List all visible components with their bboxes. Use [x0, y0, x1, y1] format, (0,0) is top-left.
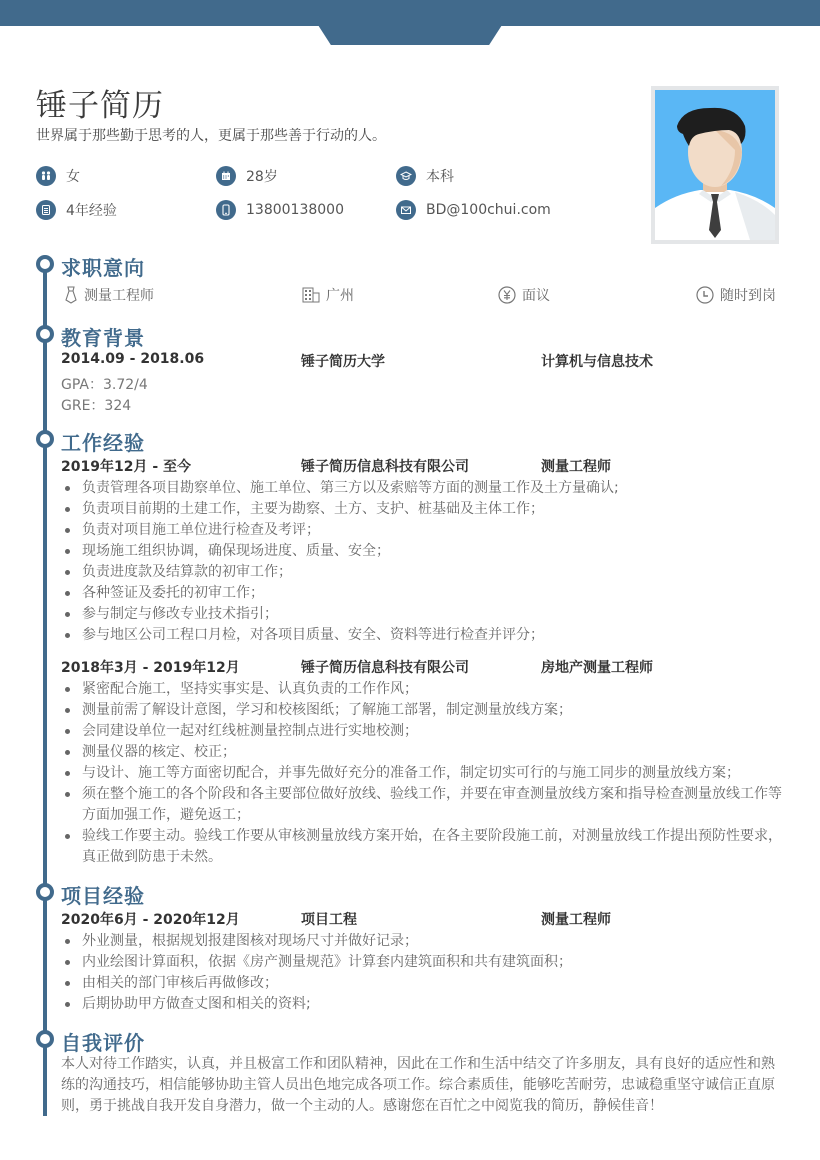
info-phone: [216, 200, 344, 220]
yen-icon: [498, 286, 516, 304]
job-company: 锤子简历信息科技有限公司: [301, 660, 469, 676]
job-position: 房地产测量工程师: [541, 660, 653, 676]
info-email-value[interactable]: BD@100chui.com: [426, 202, 551, 218]
list-item: 测量前需了解设计意图，学习和校核图纸；了解施工部署，制定测量放线方案；: [61, 700, 786, 721]
self-eval-text: 本人对待工作踏实，认真，并且极富工作和团队精神，因此在工作和生活中结交了许多朋友，具有良好的适应性和熟练的沟通技巧，相信能够协助主管人员出色地完成各项工作。综合素质佳，能够吃苦耐劳，忠诚稳重坚守诚信正直原则，勇于挑战自我开发自身潜力，做一个主动的人。感谢您在百忙之中阅览我的简历，静候佳音！: [61, 1056, 775, 1114]
list-item: 外业测量，根据规划报建图核对现场尺寸并做好记录；: [61, 931, 786, 952]
info-email: [396, 200, 551, 220]
timeline-dot: [36, 1030, 54, 1048]
info-gender-value: 女: [66, 169, 80, 185]
intent-city-value: 广州: [326, 288, 354, 304]
mail-icon: [396, 200, 416, 220]
project-name: 项目工程: [301, 912, 357, 928]
list-item: 须在整个施工的各个阶段和各主要部位做好放线、验线工作，并要在审查测量放线方案和指导检查测量放线工作等方面加强工作，避免返工；: [61, 784, 786, 826]
timeline-dot: [36, 430, 54, 448]
document-icon: [36, 200, 56, 220]
list-item: 负责进度款及结算款的初审工作；: [61, 562, 786, 583]
gender-icon: [36, 166, 56, 186]
avatar: [655, 90, 775, 240]
info-degree: [396, 166, 454, 186]
resume-motto: 世界属于那些勤于思考的人，更属于那些善于行动的人。: [36, 128, 386, 144]
phone-icon: [216, 200, 236, 220]
section-title-work: 工作经验: [61, 431, 145, 455]
info-degree-value: 本科: [426, 169, 454, 185]
intent-position: [64, 285, 154, 305]
intent-availability: [696, 285, 776, 305]
list-item: 紧密配合施工，坚持实事实是、认真负责的工作作风；: [61, 679, 786, 700]
timeline-dot: [36, 255, 54, 273]
calendar-icon: [216, 166, 236, 186]
timeline-dot: [36, 325, 54, 343]
info-experience: [36, 200, 117, 220]
education-gpa: GPA：3.72/4: [61, 377, 148, 393]
list-item: 参与制定与修改专业技术指引；: [61, 604, 786, 625]
project-duties: [61, 931, 786, 1015]
timeline-line: [43, 264, 47, 1116]
header-banner-tab: [318, 25, 502, 45]
list-item: 负责项目前期的土建工作，主要为勘察、土方、支护、桩基础及主体工作；: [61, 499, 786, 520]
info-age: [216, 166, 278, 186]
info-gender: [36, 166, 80, 186]
graduation-icon: [396, 166, 416, 186]
section-title-self-eval: 自我评价: [61, 1031, 145, 1055]
job-company: 锤子简历信息科技有限公司: [301, 459, 469, 475]
section-title-intent: 求职意向: [61, 256, 145, 280]
list-item: 参与地区公司工程口月检，对各项目质量、安全、资料等进行检查并评分；: [61, 625, 786, 646]
job-position: 测量工程师: [541, 459, 611, 475]
project-role: 测量工程师: [541, 912, 611, 928]
list-item: 会同建设单位一起对红线桩测量控制点进行实地校测；: [61, 721, 786, 742]
info-phone-value[interactable]: 13800138000: [246, 202, 344, 218]
clock-icon: [696, 286, 714, 304]
profile-photo: [651, 86, 779, 244]
info-experience-value: 4年经验: [66, 203, 117, 219]
intent-salary-value: 面议: [522, 288, 550, 304]
section-title-project: 项目经验: [61, 884, 145, 908]
info-age-value: 28岁: [246, 169, 278, 185]
resume-name: 锤子简历: [36, 88, 164, 124]
list-item: 现场施工组织协调，确保现场进度、质量、安全；: [61, 541, 786, 562]
list-item: 与设计、施工等方面密切配合，并事先做好充分的准备工作，制定切实可行的与施工同步的测量放线方案；: [61, 763, 786, 784]
intent-availability-value: 随时到岗: [720, 288, 776, 304]
list-item: 由相关的部门审核后再做修改；: [61, 973, 786, 994]
intent-position-value: 测量工程师: [84, 288, 154, 304]
list-item: 负责对项目施工单位进行检查及考评；: [61, 520, 786, 541]
list-item: 负责管理各项目勘察单位、施工单位、第三方以及索赔等方面的测量工作及土方量确认;: [61, 478, 786, 499]
education-gre: GRE：324: [61, 398, 132, 414]
section-title-education: 教育背景: [61, 326, 145, 350]
list-item: 后期协助甲方做查丈图和相关的资料;: [61, 994, 786, 1015]
tie-icon: [64, 286, 78, 304]
education-period: 2014.09 - 2018.06: [61, 351, 205, 367]
job-period: 2018年3月 - 2019年12月: [61, 660, 240, 676]
project-period: 2020年6月 - 2020年12月: [61, 912, 240, 928]
list-item: 验线工作要主动。验线工作要从审核测量放线方案开始，在各主要阶段施工前，对测量放线工作提出预防性要求，真正做到防患于未然。: [61, 826, 786, 868]
job-period: 2019年12月 - 至今: [61, 459, 192, 475]
list-item: 内业绘图计算面积，依据《房产测量规范》计算套内建筑面积和共有建筑面积；: [61, 952, 786, 973]
job-2-duties: [61, 679, 786, 868]
header-banner: [0, 0, 820, 26]
list-item: 各种签证及委托的初审工作；: [61, 583, 786, 604]
building-icon: [302, 287, 320, 303]
list-item: 测量仪器的核定、校正；: [61, 742, 786, 763]
education-major: 计算机与信息技术: [541, 354, 653, 370]
timeline-dot: [36, 883, 54, 901]
job-1-duties: [61, 478, 786, 646]
education-school: 锤子简历大学: [301, 354, 385, 370]
intent-salary: [498, 285, 550, 305]
intent-city: [302, 285, 354, 305]
